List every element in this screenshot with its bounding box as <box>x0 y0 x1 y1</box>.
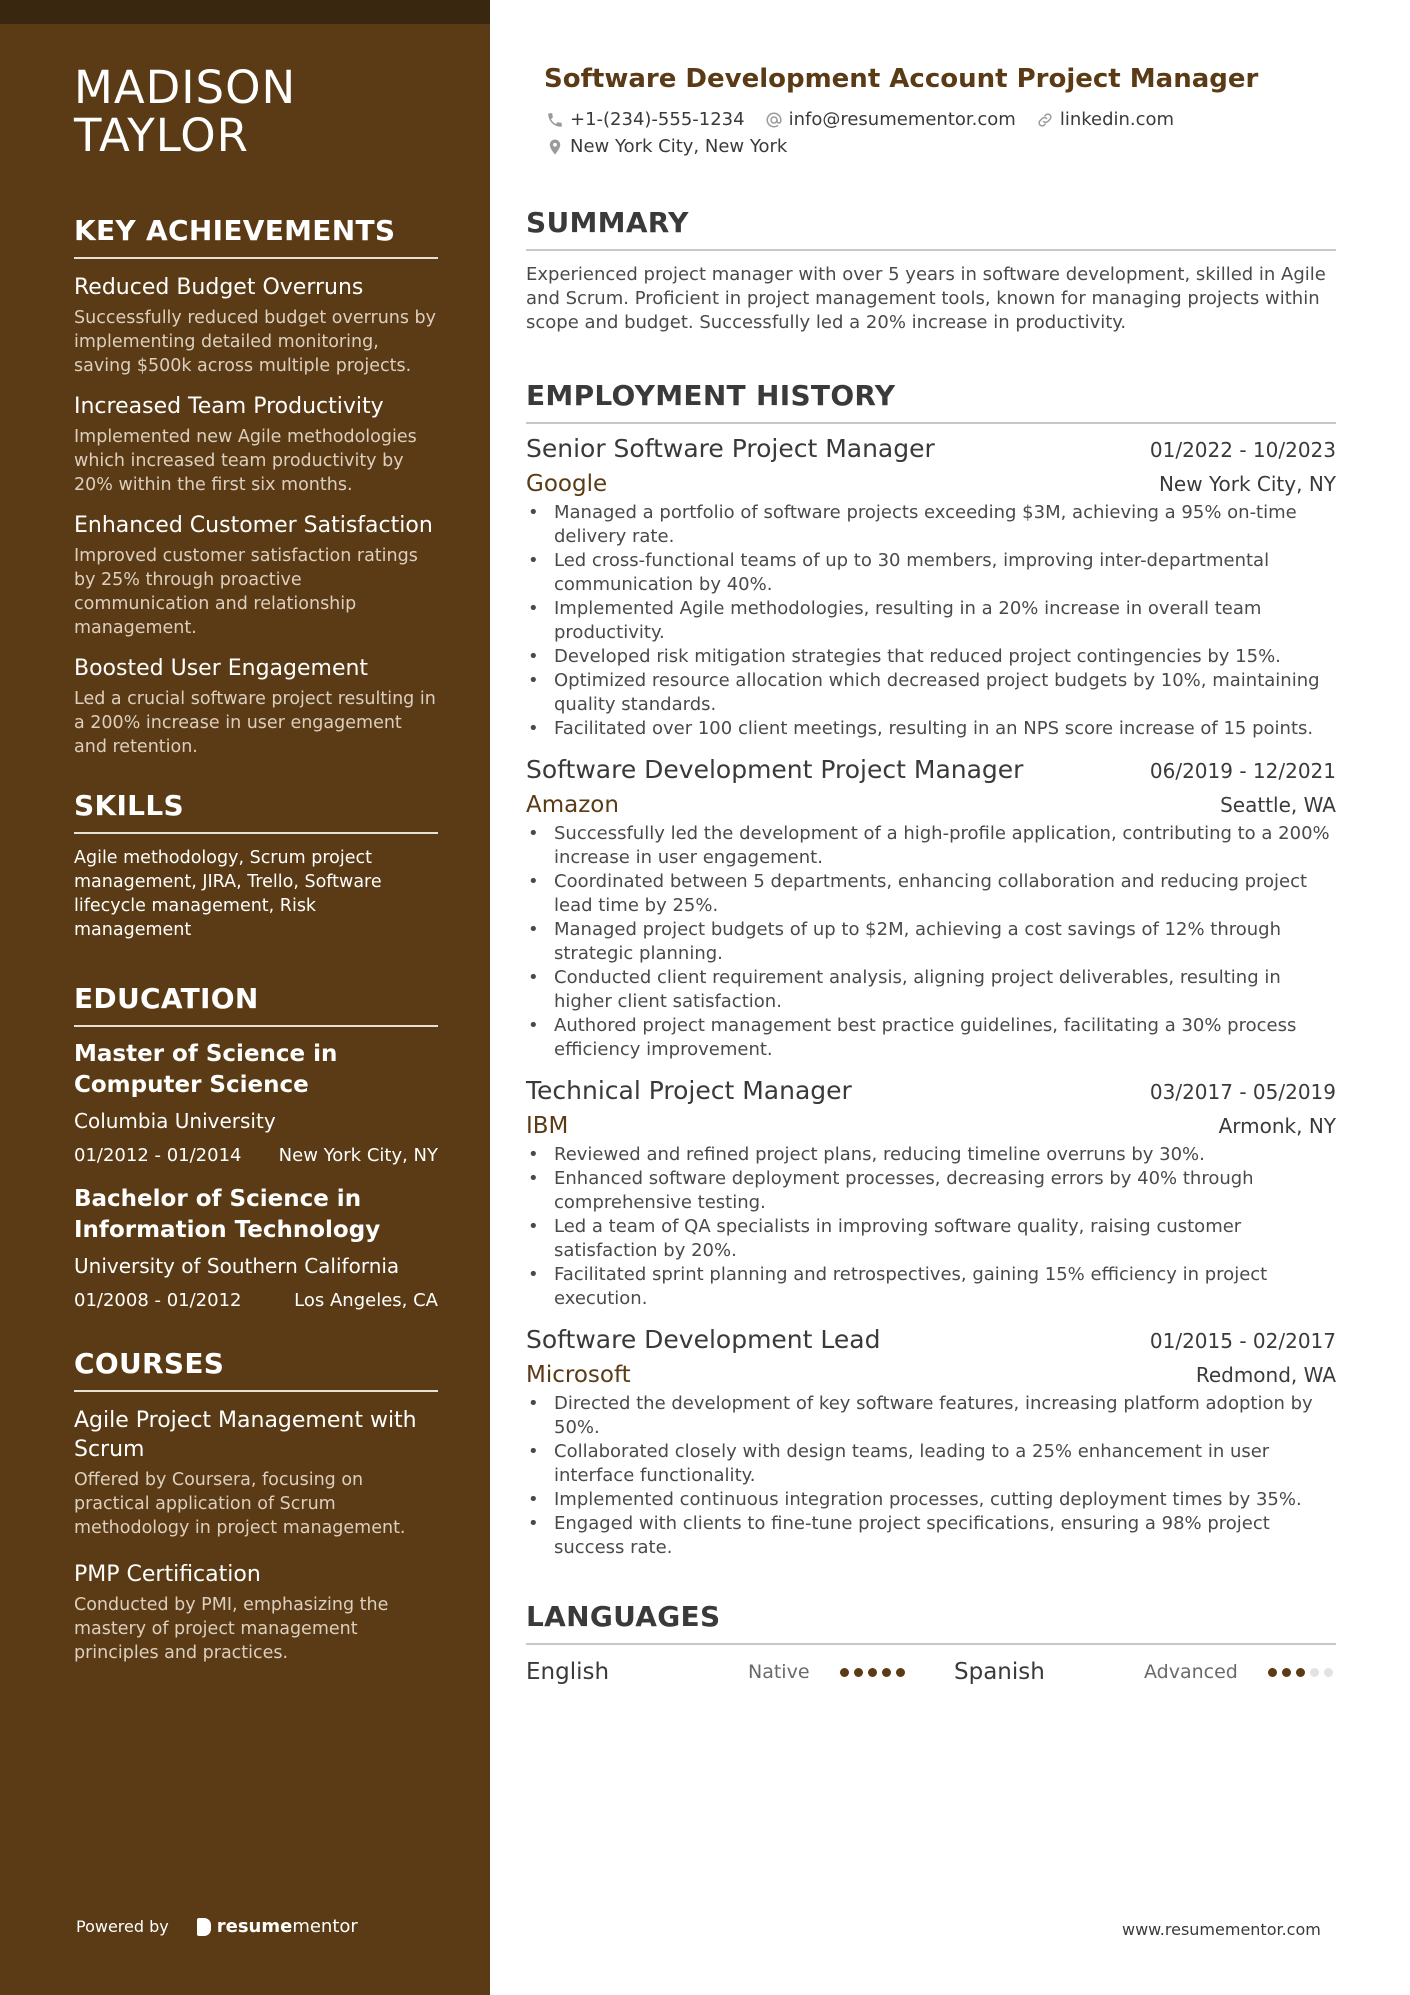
job-bullets <box>526 501 1336 741</box>
language-level: Native <box>748 1661 810 1683</box>
course-title: Agile Project Management with Scrum <box>74 1408 417 1462</box>
job-bullet: • Coordinated between 5 departments, enhancing collaboration and reducing project lead time by 25%. <box>526 870 1336 918</box>
job-bullet: • Collaborated closely with design teams, leading to a 25% enhancement in user interface functionality. <box>526 1440 1336 1488</box>
achievement-desc: Implemented new Agile methodologies which increased team productivity by 20% within the first six months. <box>74 427 417 495</box>
summary-section <box>526 206 1336 335</box>
sidebar <box>0 0 490 1995</box>
powered-by <box>76 1916 358 1937</box>
achievement-desc: Improved customer satisfaction ratings by 25% through proactive communication and relationship management. <box>74 546 418 638</box>
job-bullet: • Led cross-functional teams of up to 30 members, improving inter-departmental communication by 40%. <box>526 549 1336 597</box>
candidate-name <box>74 61 438 162</box>
headline: Software Development Account Project Manager <box>544 64 1259 94</box>
skills-section <box>74 789 438 942</box>
job-role: Technical Project Manager <box>526 1076 852 1105</box>
job-role: Software Development Lead <box>526 1325 881 1354</box>
rating-dot-filled <box>854 1668 863 1677</box>
education-item <box>74 1184 438 1311</box>
courses-heading: COURSES <box>74 1347 438 1392</box>
job-bullets <box>526 1143 1336 1311</box>
brand-mark-icon <box>197 1918 211 1936</box>
job-bullet: • Successfully led the development of a high-profile application, contributing to a 200% increase in user engagement. <box>526 822 1336 870</box>
location-contact <box>546 136 787 157</box>
job-subheader <box>526 471 1336 497</box>
job-location: Seattle, WA <box>1220 793 1336 817</box>
first-name: MADISON <box>74 61 297 114</box>
course-desc: Offered by Coursera, focusing on practical application of Scrum methodology in project management. <box>74 1470 406 1538</box>
job-bullet: • Implemented continuous integration processes, cutting deployment times by 35%. <box>526 1488 1336 1512</box>
job-bullet: • Authored project management best practice guidelines, facilitating a 30% process efficiency improvement. <box>526 1014 1336 1062</box>
rating-dot-filled <box>882 1668 891 1677</box>
job-role: Senior Software Project Manager <box>526 434 935 463</box>
job-header <box>526 1325 1336 1354</box>
last-name: TAYLOR <box>74 109 249 162</box>
phone-contact[interactable] <box>546 109 745 130</box>
linkedin-contact[interactable] <box>1036 109 1174 130</box>
job-location: Redmond, WA <box>1195 1363 1336 1387</box>
job-bullet: • Managed a portfolio of software projects exceeding $3M, achieving a 95% on-time delivery rate. <box>526 501 1336 549</box>
company-name: IBM <box>526 1113 569 1139</box>
education-section <box>74 982 438 1311</box>
job-bullet: • Implemented Agile methodologies, resulting in a 20% increase in overall team productivity. <box>526 597 1336 645</box>
main-content <box>526 64 1336 1687</box>
skills-text: Agile methodology, Scrum project management, JIRA, Trello, Software lifecycle management, Risk management <box>74 848 382 940</box>
education-degree: Master of Science in Computer Science <box>74 1041 338 1098</box>
achievement-item <box>74 392 438 497</box>
education-location: New York City, NY <box>278 1145 438 1166</box>
skills-heading: SKILLS <box>74 789 438 834</box>
job-location: Armonk, NY <box>1218 1114 1336 1138</box>
at-icon <box>765 111 783 129</box>
job-dates: 01/2022 - 10/2023 <box>1149 438 1336 462</box>
language-item <box>526 1659 954 1685</box>
job-bullet: • Developed risk mitigation strategies that reduced project contingencies by 15%. <box>526 645 1336 669</box>
summary-heading: SUMMARY <box>526 206 1336 251</box>
job-header <box>526 755 1336 784</box>
achievement-title: Increased Team Productivity <box>74 394 384 419</box>
job-role: Software Development Project Manager <box>526 755 1024 784</box>
rating-dot-empty <box>1324 1668 1333 1677</box>
powered-by-label: Powered by <box>76 1917 169 1936</box>
brand-light: mentor <box>292 1916 358 1937</box>
education-dates: 01/2012 - 01/2014 <box>74 1145 242 1166</box>
language-rating <box>1268 1668 1382 1677</box>
summary-text: Experienced project manager with over 5 years in software development, skilled in Agile and Scrum. Proficient in project management tools, known for managing projects within scope and budget. Successfully led a 20% increase in productivity. <box>526 264 1326 333</box>
job-bullet: • Directed the development of key software features, increasing platform adoption by 50%. <box>526 1392 1336 1440</box>
language-level: Advanced <box>1144 1661 1238 1683</box>
rating-dot-empty <box>1310 1668 1319 1677</box>
company-name: Google <box>526 471 608 497</box>
education-item <box>74 1039 438 1166</box>
achievement-item <box>74 273 438 378</box>
achievements-section <box>74 214 438 759</box>
job-bullet: • Enhanced software deployment processes, decreasing errors by 40% through comprehensive testing. <box>526 1167 1336 1215</box>
job-dates: 03/2017 - 05/2019 <box>1149 1080 1336 1104</box>
language-item <box>954 1659 1382 1685</box>
achievement-desc: Successfully reduced budget overruns by implementing detailed monitoring, saving $500k across multiple projects. <box>74 308 437 376</box>
rating-dot-filled <box>896 1668 905 1677</box>
job-bullet: • Led a team of QA specialists in improving software quality, raising customer satisfaction by 20%. <box>526 1215 1336 1263</box>
education-dates: 01/2008 - 01/2012 <box>74 1290 242 1311</box>
job-bullet: • Reviewed and refined project plans, reducing timeline overruns by 30%. <box>526 1143 1336 1167</box>
email-contact[interactable] <box>765 109 1016 130</box>
job-entry <box>526 434 1336 741</box>
achievements-list <box>74 273 438 759</box>
job-bullet: • Facilitated sprint planning and retrospectives, gaining 15% efficiency in project execution. <box>526 1263 1336 1311</box>
rating-dot-filled <box>868 1668 877 1677</box>
job-bullet: • Conducted client requirement analysis, aligning project deliverables, resulting in higher client satisfaction. <box>526 966 1336 1014</box>
employment-heading: EMPLOYMENT HISTORY <box>526 379 1336 424</box>
company-name: Amazon <box>526 792 619 818</box>
courses-list <box>74 1406 438 1665</box>
languages-heading: LANGUAGES <box>526 1600 1336 1645</box>
education-location: Los Angeles, CA <box>294 1290 438 1311</box>
achievement-title: Enhanced Customer Satisfaction <box>74 513 433 538</box>
education-meta <box>74 1145 438 1166</box>
sidebar-content <box>74 61 438 1665</box>
employment-section <box>526 379 1336 1560</box>
location-pin-icon <box>546 138 564 156</box>
phone-text: +1-(234)-555-1234 <box>570 109 745 130</box>
company-name: Microsoft <box>526 1362 631 1388</box>
location-text: New York City, New York <box>570 136 788 157</box>
link-icon <box>1036 111 1054 129</box>
footer-url[interactable]: www.resumementor.com <box>1122 1920 1321 1939</box>
job-bullets <box>526 822 1336 1062</box>
job-header <box>526 1076 1336 1105</box>
education-list <box>74 1039 438 1311</box>
job-bullet: • Facilitated over 100 client meetings, resulting in an NPS score increase of 15 points. <box>526 717 1336 741</box>
courses-section <box>74 1347 438 1665</box>
job-dates: 06/2019 - 12/2021 <box>1149 759 1336 783</box>
education-degree: Bachelor of Science in Information Technology <box>74 1186 381 1243</box>
achievements-heading: KEY ACHIEVEMENTS <box>74 214 438 259</box>
job-entry <box>526 1076 1336 1311</box>
education-school: University of Southern California <box>74 1254 400 1278</box>
job-bullet: • Managed project budgets of up to $2M, achieving a cost savings of 12% through strategic planning. <box>526 918 1336 966</box>
jobs-list <box>526 434 1336 1560</box>
job-subheader <box>526 1362 1336 1388</box>
rating-dot-filled <box>840 1668 849 1677</box>
brand-logo <box>197 1916 358 1937</box>
achievement-title: Reduced Budget Overruns <box>74 275 364 300</box>
job-subheader <box>526 1113 1336 1139</box>
job-header <box>526 434 1336 463</box>
course-desc: Conducted by PMI, emphasizing the mastery of project management principles and practices. <box>74 1595 389 1663</box>
job-entry <box>526 755 1336 1062</box>
language-name: Spanish <box>954 1659 1045 1685</box>
brand-bold: resume <box>216 1916 293 1937</box>
achievement-title: Boosted User Engagement <box>74 656 369 681</box>
course-title: PMP Certification <box>74 1562 261 1587</box>
course-item <box>74 1560 438 1665</box>
email-text: info@resumementor.com <box>788 109 1016 130</box>
language-rating <box>840 1668 954 1677</box>
job-entry <box>526 1325 1336 1560</box>
job-location: New York City, NY <box>1158 472 1336 496</box>
sidebar-top-bar <box>0 0 490 24</box>
job-bullet: • Engaged with clients to fine-tune project specifications, ensuring a 98% project success rate. <box>526 1512 1336 1560</box>
rating-dot-filled <box>1282 1668 1291 1677</box>
education-heading: EDUCATION <box>74 982 438 1027</box>
job-bullets <box>526 1392 1336 1560</box>
rating-dot-filled <box>1268 1668 1277 1677</box>
achievement-item <box>74 511 438 640</box>
education-school: Columbia University <box>74 1109 276 1133</box>
job-subheader <box>526 792 1336 818</box>
course-item <box>74 1406 438 1540</box>
contact-info <box>546 106 1336 160</box>
achievement-desc: Led a crucial software project resulting in a 200% increase in user engagement and retention. <box>74 689 436 757</box>
job-bullet: • Optimized resource allocation which decreased project budgets by 10%, maintaining quality standards. <box>526 669 1336 717</box>
linkedin-text: linkedin.com <box>1059 109 1175 130</box>
languages-section <box>526 1600 1336 1687</box>
achievement-item <box>74 654 438 759</box>
languages-row <box>526 1657 1336 1687</box>
job-dates: 01/2015 - 02/2017 <box>1149 1329 1336 1353</box>
rating-dot-filled <box>1296 1668 1305 1677</box>
phone-icon <box>546 111 564 129</box>
education-meta <box>74 1290 438 1311</box>
language-name: English <box>526 1659 610 1685</box>
